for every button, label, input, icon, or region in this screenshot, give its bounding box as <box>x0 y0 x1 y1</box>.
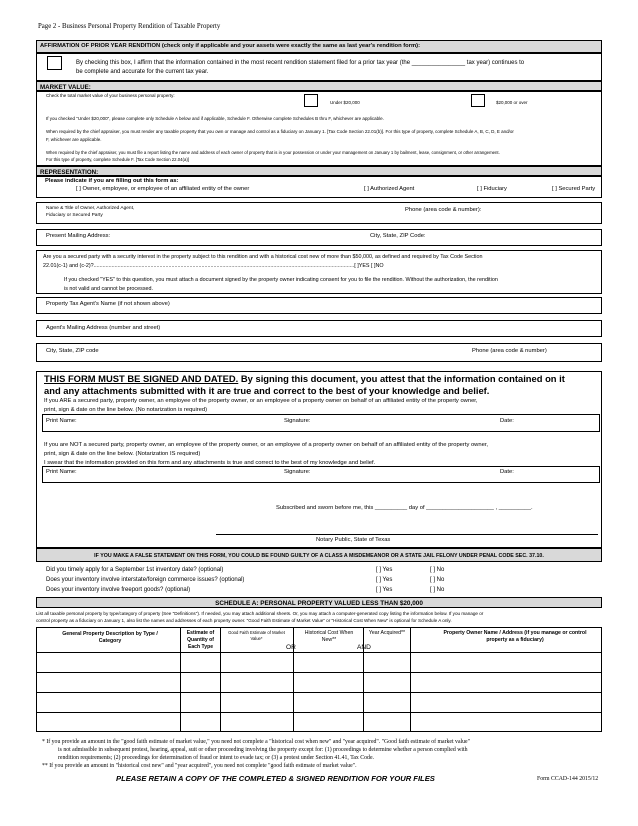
footnote-2: ** If you provide an amount in "historical cost new" and "year acquired", you need not complete "good faith estimate of market value". <box>42 763 357 769</box>
col-owner-header: Property Owner Name / Address (if you manage or control property as a fiduciary) <box>443 630 587 643</box>
col-historical-cost-header: Historical Cost When New** <box>304 630 354 643</box>
signature-heading <box>44 373 565 384</box>
col-description-header: General Property Description by Type / Category <box>62 631 158 644</box>
representation-header: REPRESENTATION: <box>36 166 602 176</box>
col-year-acquired-header: Year Acquired** <box>368 630 406 636</box>
role-agent-option[interactable]: [ ] Authorized Agent <box>364 186 415 192</box>
footnote-1c: rendition requirements; (2) proceedings for determination of fraud or intent to evade tax; or (3) a protest under Section 41.41, Tax Code. <box>58 755 374 761</box>
table-col-divider <box>220 627 221 732</box>
role-owner-option[interactable]: [ ] Owner, employee, or employee of an affiliated entity of the owner <box>76 186 250 192</box>
question-1-no[interactable]: [ ] No <box>430 567 445 573</box>
table-col-divider <box>410 627 411 732</box>
affirmation-text-2: be complete and accurate for the current tax year. <box>76 69 209 75</box>
question-2-no[interactable]: [ ] No <box>430 577 445 583</box>
col-market-value-header: Good Faith Estimate of Market Value* <box>228 630 285 641</box>
market-value-header: MARKET VALUE: <box>36 81 602 91</box>
notarized-sign-instructions-2: print, sign & date on the line below. (Notarization IS required) <box>44 451 201 457</box>
table-col-divider <box>363 627 364 732</box>
under-20000-label: Under $20,000 <box>330 100 360 105</box>
notary-signature-line[interactable] <box>216 534 598 535</box>
col-quantity-header: Estimate of Quantity of Each Type <box>186 630 215 650</box>
affirmation-checkbox[interactable] <box>47 56 62 70</box>
market-value-note-1: If you checked "Under $20,000", please complete only Schedule A below and if applicable, Schedule F. Otherwise complete Schedules B thru F, whichever are applicable. <box>46 116 384 121</box>
question-3-no[interactable]: [ ] No <box>430 587 445 593</box>
signature-label: Signature: <box>284 418 311 424</box>
question-2-yes[interactable]: [ ] Yes <box>376 577 393 583</box>
agent-phone-label: Phone (area code & number) <box>472 348 547 354</box>
market-value-prompt: Check the total market value of your business personal property: <box>46 93 175 98</box>
affirmation-section <box>36 53 602 81</box>
signature-row-1[interactable] <box>42 414 600 432</box>
question-sept-inventory: Did you timely apply for a September 1st inventory date? (optional) <box>46 567 224 573</box>
schedule-a-intro-2: control property as a fiduciary on January 1, also list the names and addresses of each property owner. "Good Faith Estimate of Market Value" or "Historical Cost When New" is optional for Schedule A only. <box>36 618 452 623</box>
table-header-divider <box>36 652 602 653</box>
footnote-1: * If you provide an amount in the "good faith estimate of market value," you need not complete a "historical cost when new" and "year acquired". "Good faith estimate of market value" <box>42 739 470 745</box>
date-label: Date: <box>500 418 514 424</box>
signature-heading-underlined: THIS FORM MUST BE SIGNED AND DATED. <box>44 373 239 384</box>
signature-heading-rest: By signing this document, you attest that the information contained on it <box>238 373 565 384</box>
question-interstate: Does your inventory involve interstate/foreign commerce issues? (optional) <box>46 577 245 583</box>
phone-label: Phone (area code & number): <box>405 207 482 213</box>
secured-note-2: is not valid and cannot be processed. <box>64 286 154 292</box>
secured-sign-instructions-2: print, sign & date on the line below. (No notarization is required) <box>44 407 208 413</box>
representation-prompt: Please indicate if you are filling out this form as: <box>45 178 179 184</box>
market-value-note-3b: For this type of property, complete Schedule F. [Tax Code Section 22.04(a)] <box>46 157 189 162</box>
table-row[interactable] <box>36 672 602 673</box>
page-header: Page 2 - Business Personal Property Rendition of Taxable Property <box>38 23 221 30</box>
name-title-label: Name & Title of Owner, Authorized Agent, <box>46 206 135 211</box>
signature-heading-2: and any attachments submitted with it are true and correct to the best of your knowledge and belief. <box>44 385 490 396</box>
signature-row-2[interactable] <box>42 466 600 483</box>
schedule-a-intro: List all taxable personal property by type/category of property (See "Definitions"). If needed, you may attach additional sheets. Or, you may attach a computer-generated copy listing the information below. If you manage or <box>36 611 484 616</box>
question-1-yes[interactable]: [ ] Yes <box>376 567 393 573</box>
print-name-label-2: Print Name: <box>46 469 77 475</box>
under-20000-checkbox[interactable] <box>304 94 318 107</box>
footnote-1b: is not admissible in subsequent protest, hearing, appeal, suit or other proceeding involving the property except for: (1) proceedings to determine whether a person complied with <box>58 747 468 753</box>
secured-note: If you checked "YES" to this question, you must attach a document signed by the property owner indicating consent for you to file the rendition. Without the authorization, the rendition <box>64 277 498 283</box>
over-20000-checkbox[interactable] <box>471 94 485 107</box>
name-title-label-2: Fiduciary or Secured Party <box>46 213 103 218</box>
table-row[interactable] <box>36 692 602 693</box>
agent-city-label: City, State, ZIP code <box>46 348 99 354</box>
false-statement-warning: IF YOU MAKE A FALSE STATEMENT ON THIS FORM, YOU COULD BE FOUND GUILTY OF A CLASS A MISDEMEANOR OR A STATE JAIL FELONY UNDER PENAL CODE SEC. 37.10. <box>36 548 602 562</box>
mailing-address-field[interactable] <box>36 229 602 246</box>
secured-sign-instructions: If you ARE a secured party, property owner, an employee of the property owner, or an employee of a property owner on behalf of an affiliated entity of the property owner, <box>44 398 478 404</box>
sworn-statement: Subscribed and sworn before me, this __________ day of _____________________ , __________. <box>276 505 533 511</box>
table-col-divider <box>180 627 181 732</box>
secured-question: Are you a secured party with a security interest in the property subject to this rendition and with a historical cost new of more than $50,000, as defined and required by Tax Code Section <box>43 254 483 260</box>
notarized-sign-instructions: If you are NOT a secured party, property owner, an employee of the property owner, or an employee of a property owner on behalf of an affiliated entity of the property owner, <box>44 442 489 448</box>
and-label: AND <box>357 644 371 651</box>
role-secured-option[interactable]: [ ] Secured Party <box>552 186 596 192</box>
secured-question-2[interactable]: 22.01(c-1) and (c-2)?..............................................................................................................................................................................[ ]YES [ ]NO <box>43 263 384 269</box>
notary-label: Notary Public, State of Texas <box>316 537 391 543</box>
print-name-label: Print Name: <box>46 418 77 424</box>
signature-label-2: Signature: <box>284 469 311 475</box>
over-20000-label: $20,000 or over <box>496 100 528 105</box>
question-freeport: Does your inventory involve freeport goods? (optional) <box>46 587 191 593</box>
schedule-a-header: SCHEDULE A: PERSONAL PROPERTY VALUED LESS THAN $20,000 <box>36 597 602 608</box>
agent-mailing-label: Agent's Mailing Address (number and street) <box>46 325 161 331</box>
table-col-divider <box>293 627 294 732</box>
affirmation-text: By checking this box, I affirm that the information contained in the most recent rendition statement filed for a prior tax year (the ________________ tax year) continues to <box>76 60 525 66</box>
market-value-note-3: When required by the chief appraiser, you must file a report listing the name and address of each owner of property that is in your possession or under your management on January 1 by bailment, lease, consignment, or other arrangement. <box>46 150 500 155</box>
retain-copy-notice: PLEASE RETAIN A COPY OF THE COMPLETED & SIGNED RENDITION FOR YOUR FILES <box>116 774 435 783</box>
agent-name-label: Property Tax Agent's Name (if not shown above) <box>46 301 170 307</box>
form-id: Form CCAD-144 2015/12 <box>537 776 599 782</box>
or-label: OR <box>286 644 296 651</box>
role-fiduciary-option[interactable]: [ ] Fiduciary <box>477 186 507 192</box>
market-value-note-2b: F, whichever are applicable. <box>46 137 102 142</box>
table-row[interactable] <box>36 712 602 713</box>
date-label-2: Date: <box>500 469 514 475</box>
city-state-label: City, State, ZIP Code: <box>370 233 426 239</box>
question-3-yes[interactable]: [ ] Yes <box>376 587 393 593</box>
market-value-note-2: When required by the chief appraiser, you must render any taxable property that you own or manage and control as a fiduciary on January 1. [Tax Code Section 22.01(b)]. For this type of property, complete Schedule A, B, C, D, E and/or <box>46 129 514 134</box>
mailing-address-label: Present Mailing Address: <box>46 233 111 239</box>
notarized-sign-instructions-3: I swear that the information provided on this form and any attachments is true and correct to the best of my knowledge and belief. <box>44 460 376 466</box>
affirmation-header: AFFIRMATION OF PRIOR YEAR RENDITION (check only if applicable and your assets were exactly the same as last year's rendition form): <box>36 40 602 53</box>
